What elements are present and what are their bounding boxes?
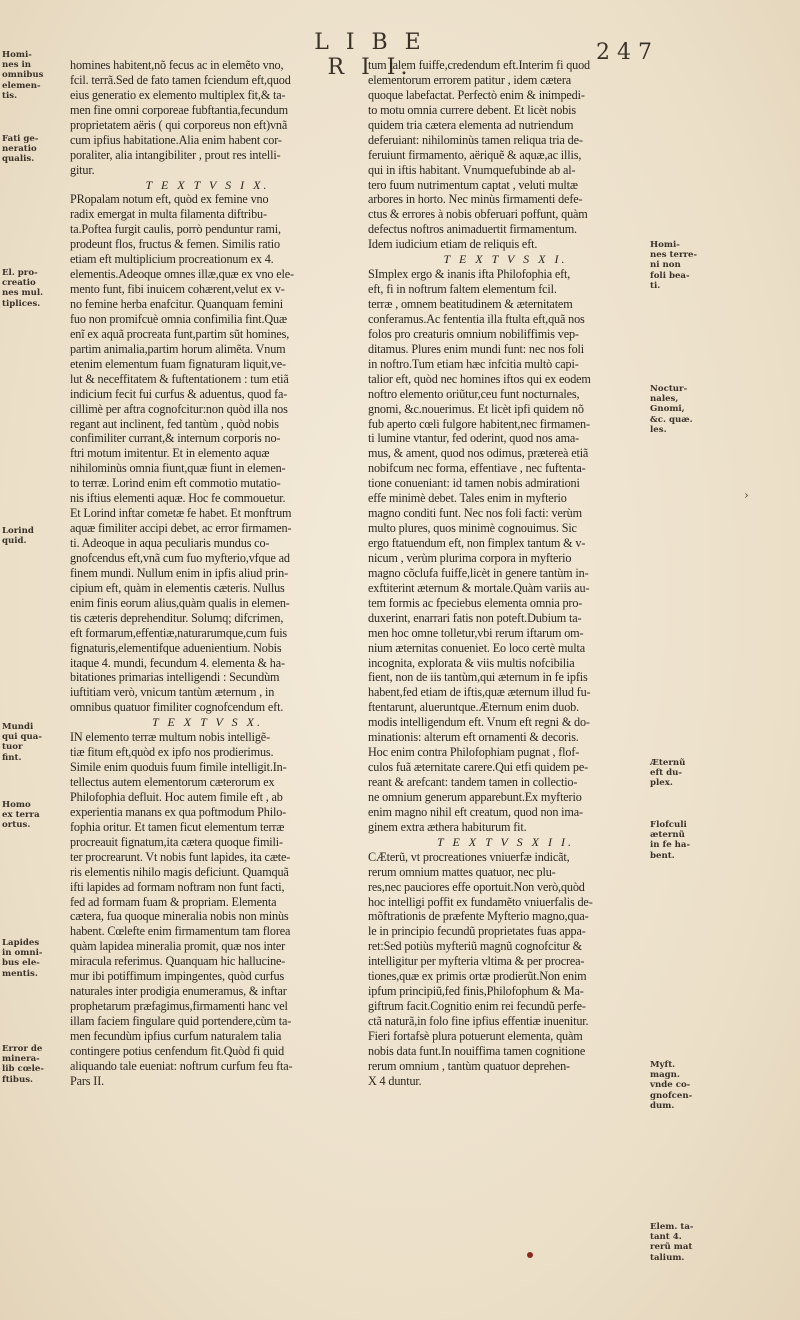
margin-note-line: nes mul.: [2, 288, 44, 299]
margin-note-line: ftibus.: [2, 1074, 34, 1085]
margin-note-line: neratio: [2, 144, 37, 155]
text-line: fuo non promifcuè omnia confimilia fint.Quæ: [70, 311, 287, 326]
text-line: men hoc omne tolletur,vbi rerum iftarum om-: [368, 625, 584, 640]
text-line: le in principio fecundũ proprietates fuas appa-: [368, 924, 586, 939]
margin-note-line: Elem. ta-: [650, 1222, 694, 1232]
margin-note-line: mentis.: [2, 968, 38, 979]
text-line: mõftrationis de præfente Myfterio magno,qua-: [368, 909, 589, 924]
margin-note-lorind: [2, 526, 58, 546]
margin-note-line: Noctur-: [650, 384, 688, 394]
text-line: tiæ fitum eft,quòd ex ipfo nos prodierimus.: [70, 745, 274, 760]
text-line: ipfum principiũ,fed finis,Philofophum & Ma-: [368, 984, 584, 999]
text-line: aquæ fimiliter accipi debet, ac error firmamen-: [70, 521, 292, 536]
text-line: Fieri fortafsè plura potuerunt elementa, quàm: [368, 1028, 583, 1043]
margin-note-line: Mundi: [2, 722, 34, 732]
text-line: tiones,quæ ex primis ortæ prodierũt.Non enim: [368, 969, 587, 984]
text-line: fub aperto cœli fulgore habitent,nec firmamen-: [368, 416, 590, 431]
text-line: ftri motum imitentur. Et in elemento aquæ: [70, 446, 270, 461]
margin-note-line: in omni-: [2, 948, 43, 959]
text-line: men fine omni corporeae fubftantia,fecundum: [70, 102, 288, 117]
text-line: ti. Adeoque in aqua peculiaris mundus co-: [70, 536, 270, 550]
section-heading: T E X T V S X.: [151, 715, 264, 730]
margin-note-line: dum.: [650, 1100, 675, 1111]
text-line: confimiliter currant,& internum corporis no-: [70, 431, 281, 446]
text-line: reant & arefcant: tandem tamen in collectio-: [368, 775, 578, 789]
text-line: gitur.: [70, 162, 95, 177]
margin-note-line: tant 4.: [650, 1232, 682, 1243]
text-line: arbores in horto. Nec minùs firmamenti defe-: [368, 192, 583, 207]
text-line: res,nec pauciores effe oportuit.Non verò,quòd: [368, 879, 585, 894]
text-line: IN elemento terræ multum nobis intelligẽ-: [70, 730, 270, 745]
text-line: duxerint, enarrari fatis non poteft.Dubium ta-: [368, 610, 582, 625]
text-line: finem mundi. Nullum enim in ipfis aliud prin-: [70, 565, 289, 580]
section-heading: T E X T V S I X.: [145, 177, 270, 192]
margin-note-line: Lorind: [2, 526, 34, 536]
text-line: elementis.Adeoque omnes illæ,quæ ex vno ele-: [70, 267, 294, 282]
text-line: minationis: alterum eft ornamenti & decoris.: [368, 730, 579, 745]
margin-note-line: Flofculi: [650, 820, 687, 830]
text-line: habent. Cœlefte enim firmamentum tam florea: [70, 924, 291, 939]
text-line: contingere potius cenfendum fit.Quòd fi quid: [70, 1043, 285, 1058]
text-line: CÆterũ, vt procreationes vniuerfæ indicãt,: [368, 849, 570, 864]
margin-note-homines-non-soli: [650, 240, 706, 291]
margin-note-line: elemen-: [2, 80, 41, 91]
running-head-title: L I B E R I I.: [314, 30, 426, 80]
margin-note-line: eft du-: [650, 768, 682, 779]
text-line: Simile enim quoduis fuum fimile intelligit.In-: [70, 760, 287, 775]
margin-note-line: Gnomi,: [650, 404, 685, 415]
text-line: conferamus.Ac fententia illa ftulta eft,quã nos: [368, 311, 585, 326]
margin-note-line: El. pro-: [2, 268, 38, 278]
text-line: ergo ftatuendum eft, non fimplex tantum & v-: [368, 536, 586, 550]
margin-note-line: bus ele-: [2, 958, 40, 969]
text-line: ne omnium generum apparebunt.Ex myfterio: [368, 789, 582, 804]
text-line: ti lumine vtantur, fed oderint, quod nos ama-: [368, 431, 580, 446]
text-line: gnomi, &c.nouerimus. Et licèt ipfi quidem nõ: [368, 401, 584, 416]
margin-note-line: talium.: [650, 1252, 685, 1263]
text-line: Hoc enim contra Philofophiam pugnat , flof-: [368, 745, 580, 760]
text-line: experientia manans ex qua poftmodum Philo-: [70, 804, 287, 819]
margin-note-line: gnofcen-: [650, 1090, 693, 1101]
text-line: omnibus quatuor fimiliter cognofcendum eft.: [70, 700, 284, 715]
text-line: nobifcum nec forma, effentiave , nec fuftenta-: [368, 461, 586, 476]
text-line: partim animalia,partim horum alimẽta. Vnum: [70, 341, 286, 356]
page-number: 2 4 7: [596, 40, 652, 65]
margin-note-homo: [2, 800, 58, 831]
margin-note-line: tuor: [2, 742, 23, 753]
text-line: habent,fed etiam de iftis,quæ æternum illud fu-: [368, 685, 591, 700]
text-line: culos fuã æternitate carere.Qui etfi quidem pe-: [368, 760, 589, 775]
text-line: fignaturis,elementifque aduenientium. Nobis: [70, 640, 282, 655]
margin-note-line: nales,: [650, 394, 679, 405]
margin-note-line: Homi-: [650, 240, 680, 250]
text-line: effe minimè debet. Tales enim in myfterio: [368, 491, 567, 506]
text-line: ditamus. Plures enim mundi funt: nec nos foli: [368, 341, 584, 356]
margin-note-lapides: [2, 938, 58, 979]
text-line: noftro elemento oriũtur,ceu funt nocturnales,: [368, 386, 580, 401]
margin-note-line: bent.: [650, 850, 675, 861]
text-line: fcil. terrã.Sed de fato tamen fciendum eft,quod: [70, 72, 291, 87]
margin-note-line: Homo: [2, 800, 31, 810]
text-line: quàm lapidea mineralia promit, quæ nos inter: [70, 939, 286, 954]
margin-note-line: creatio: [2, 278, 36, 289]
text-line: prodeunt flos, fructus & femen. Similis ratio: [70, 237, 280, 252]
text-line: tione conueniant: id tamen nobis admirationi: [368, 476, 580, 491]
ink-stain: [527, 1252, 533, 1258]
margin-note-line: plex.: [650, 778, 673, 789]
text-line: in noftro.Tum etiam hæc infcitia multò capi-: [368, 356, 579, 371]
margin-note-line: ni non: [650, 260, 681, 271]
margin-note-line: nes in: [2, 60, 32, 71]
text-line: nicum , verùm plurima corpora in myfterio: [368, 550, 572, 565]
text-line: magno conditi funt. Nec nos foli facti: verùm: [368, 506, 582, 521]
text-line: naturales inter prodigia enumeramus, & inftar: [70, 984, 287, 999]
text-line: feruiunt firmamento, aëriquẽ & aquæ,ac illis,: [368, 147, 582, 162]
margin-note-line: foli bea-: [650, 270, 690, 281]
text-line: enim finis eorum alius,quàm qualis in elemen-: [70, 595, 290, 610]
margin-note-flosculi: [650, 820, 706, 861]
text-line: qui in iftis habitant. Vnumquefubinde ab al-: [368, 162, 576, 177]
text-line: defectus noftros animaduertit firmamentum.: [368, 222, 577, 237]
text-line: cum ipfius habitatione.Alia enim habent cor-: [70, 132, 282, 147]
text-line: folos pro creaturis omnium nobiliffimis vep-: [368, 326, 579, 341]
margin-note-myst: [650, 1060, 706, 1111]
section-heading: T E X T V S X I I.: [436, 834, 574, 849]
margin-note-line: Myft.: [650, 1060, 676, 1070]
margin-note-el-pro: [2, 268, 58, 309]
text-line: Pars II.: [70, 1073, 104, 1088]
text-line: illam faciem fingulare quid portendere,cùm ta-: [70, 1014, 292, 1028]
text-line: fophia oritur. Et tamen ficut elementum terræ: [70, 819, 285, 834]
margin-note-line: Homi-: [2, 50, 32, 60]
text-line: nihilominùs omnia fiunt,quæ fiunt in elemen-: [70, 461, 286, 476]
margin-note-line: qualis.: [2, 154, 35, 165]
text-line: miracula referimus. Quanquam hic hallucine-: [70, 954, 286, 969]
margin-note-line: ti.: [650, 280, 661, 291]
margin-note-aeternum: [650, 758, 706, 789]
text-line: etiam eft multiplicium procreationum ex 4.: [70, 252, 274, 267]
text-line: eft formarum,effentiæ,naturarumque,cum fuis: [70, 625, 288, 640]
margin-note-line: ortus.: [2, 820, 31, 831]
text-line: enim magno nihil eft creatum, quod non ima-: [368, 804, 583, 819]
margin-note-line: les.: [650, 424, 667, 435]
text-line: ta.Poftea furgit caulis, porrò penduntur rami,: [70, 222, 281, 237]
text-line: nis iftius elementi aquæ. Hoc fe commouetur.: [70, 491, 286, 506]
text-line: aliquando tale eueniat: noftrum curfum feu fta-: [70, 1058, 293, 1073]
text-line: itaque 4. mundi, fecundum 4. elementa & ha-: [70, 655, 285, 670]
margin-note-line: Fati ge-: [2, 134, 39, 144]
text-line: ctã naturã,in folo fine ipfius effentiæ inuenitur.: [368, 1014, 589, 1028]
text-line: tero fuum nutrimentum captat , veluti multæ: [368, 177, 578, 192]
margin-note-line: quid.: [2, 536, 27, 547]
text-line: quidem tria cætera elementa ad nutriendum: [368, 117, 574, 132]
margin-note-line: &c. quæ.: [650, 414, 693, 425]
text-line: deferuiant: nihilominùs tamen reliqua tria de-: [368, 132, 583, 147]
text-line: enĩ ex aquã procreata funt,partim sũt homines,: [70, 326, 290, 341]
text-line: intelligitur per myfteria vltima & per procrea-: [368, 954, 585, 969]
margin-note-line: magn.: [650, 1070, 680, 1081]
text-line: tum talem fuiffe,credendum eft.Interim fi quod: [368, 58, 590, 72]
text-line: nium æternitas conueniet. Eo loco certè multa: [368, 640, 585, 655]
text-line: homines habitent,nõ fecus ac in elemẽto vno,: [70, 58, 284, 72]
text-line: quoque labefactat. Perfectò enim & inimpedi-: [368, 87, 585, 102]
section-heading: T E X T V S X I.: [443, 252, 568, 267]
text-line: cipium eft, quàm in elementis cæteris. Nullus: [70, 580, 285, 595]
text-line: mento funt, fibi inuicem cohærent,velut ex v-: [70, 282, 285, 297]
text-line: mur ibi potiffimum impingentes, quòd curfus: [70, 969, 285, 984]
text-line: rerum omnium mattes quatuor, nec plu-: [368, 864, 556, 879]
margin-note-line: tis.: [2, 90, 18, 101]
margin-mark: ›: [744, 488, 749, 502]
text-line: giftrum facit.Cognitio enim rei fecundũ perfe-: [368, 999, 586, 1014]
text-line: rerum omnium , tantùm quatuor deprehen-: [368, 1058, 570, 1073]
margin-note-elementa: [650, 1222, 706, 1263]
text-line: exftiterint æternum & mortale.Quàm variis au-: [368, 580, 590, 595]
margin-note-line: qui qua-: [2, 732, 42, 743]
text-line: tem formis ac fpeciebus elementa omnia pro-: [368, 595, 583, 610]
text-line: procreauit fignatum,ita cætera quoque fimili-: [70, 834, 283, 849]
margin-note-line: rerũ mat: [650, 1242, 693, 1253]
text-line: ctus & errores à nobis obferuari poffunt, quàm: [368, 207, 588, 222]
text-line: eius generatio ex elemento multiplex fit,& ta-: [70, 87, 286, 102]
text-line: eft, fi in noftrum faltem elementum fcil.: [368, 282, 557, 297]
text-line: fed ad formam fuam & propriam. Elementa: [70, 894, 277, 909]
text-line: ter procrearunt. Vt nobis funt lapides, ita cæte-: [70, 849, 291, 864]
text-line: lut & neceffitatem & fuftentationem : tum etiã: [70, 371, 289, 386]
margin-note-line: ex terra: [2, 810, 40, 821]
text-line: ret:Sed potiùs myfteriũ magnũ cognofcitur &: [368, 939, 582, 954]
margin-note-error: [2, 1044, 58, 1085]
text-line: ris elementis nihilo magis deficiunt. Quamquã: [70, 864, 289, 879]
text-line: ifti lapides ad formam noftram non funt facti,: [70, 879, 285, 894]
margin-note-line: nes terre-: [650, 250, 698, 261]
text-line: cætera, fua quoque mineralia nobis non minùs: [70, 909, 289, 924]
margin-note-line: Error de: [2, 1044, 43, 1054]
text-line: X 4 duntur.: [368, 1073, 422, 1088]
text-line: to terræ. Lorind enim eft commotio mutatio-: [70, 476, 281, 491]
margin-note-nocturnales: [650, 384, 706, 435]
margin-note-line: vnde co-: [650, 1080, 691, 1091]
margin-note-line: fint.: [2, 752, 22, 763]
text-line: cillimè per aftra cognofcitur:non quòd illa nos: [70, 401, 288, 416]
margin-note-mundi: [2, 722, 58, 763]
text-line: modis intelligendum eft. Vnum eft regni & do-: [368, 715, 590, 730]
margin-note-line: omnibus: [2, 70, 44, 81]
text-line: mus, & ament, quod nos odimus, prætereà etiã: [368, 446, 589, 461]
text-line: terræ , omnem beatitudinem & æternitatem: [368, 297, 573, 311]
right-text-column: [368, 58, 643, 1089]
text-line: regant aut inclinent, fed tantùm , quòd nobis: [70, 416, 279, 431]
margin-note-fati: [2, 134, 58, 165]
text-line: incognita, explorata & viis multis nofcibilia: [368, 655, 575, 670]
text-line: tellectus autem elementorum cæterorum ex: [70, 775, 275, 789]
text-line: tis cæteris deprehenditur. Solumq; difcrimen,: [70, 610, 284, 625]
margin-note-line: Lapides: [2, 938, 40, 948]
margin-note-line: in fe ha-: [650, 840, 691, 851]
text-line: Philofophia defluit. Hoc autem fimile eft , ab: [70, 789, 283, 804]
text-line: multo plures, quos minimè cognouimus. Sic: [368, 521, 577, 536]
margin-note-line: æternũ: [650, 830, 685, 841]
left-text-column: [70, 58, 345, 1089]
text-line: hoc intelligi poffit ex fundamẽto vniuerfalis de-: [368, 894, 593, 909]
text-line: talior eft, quòd nec homines iftos qui ex eodem: [368, 371, 591, 386]
text-line: PRopalam notum eft, quòd ex femine vno: [70, 192, 269, 207]
text-line: ftentarunt, alueruntque.Æternum enim duob.: [368, 700, 579, 715]
text-line: ginem extra æthera habiturum fit.: [368, 819, 527, 834]
text-line: elementorum errorem patitur , idem cætera: [368, 72, 571, 87]
text-line: Idem iudicium etiam de reliquis eft.: [368, 237, 538, 252]
text-line: proprietatem aëris ( qui corporeus non eft)vnã: [70, 117, 288, 132]
text-line: fient, non de iis tantùm,qui æternum in fe ipfis: [368, 670, 588, 685]
text-line: poraliter, alia intangibiliter , prout res intelli-: [70, 147, 281, 162]
text-line: indicium fecit fui curfus & aduentus, quod fa-: [70, 386, 288, 401]
text-line: no femine herba enafcitur. Quanquam femini: [70, 297, 283, 311]
text-line: iuftitiam verò, vnicum tantùm æternum , in: [70, 685, 275, 700]
text-line: SImplex ergo & inanis ifta Philofophia eft,: [368, 267, 571, 282]
text-line: bitationes primarias intelligendi : Secundùm: [70, 670, 280, 685]
text-line: magno cõclufa fuiffe,licèt in genere tantùm in-: [368, 565, 589, 580]
margin-note-line: minera-: [2, 1054, 40, 1065]
text-line: gnofcendus eft,vnã cum fuo myfterio,vfque ad: [70, 550, 290, 565]
text-line: Et Lorind inftar cometæ fe habet. Et monftrum: [70, 506, 292, 521]
text-line: to motu omnia currere debent. Et licèt nobis: [368, 102, 576, 117]
text-line: prophetarum præfagimus,firmamenti hanc vel: [70, 999, 288, 1014]
text-line: nobis data funt.In nouiffima tamen cognitione: [368, 1043, 586, 1058]
margin-note-homines: [2, 50, 58, 101]
text-line: radix emergat in multa filamenta diftribu-: [70, 207, 267, 222]
margin-note-line: lib cœle-: [2, 1064, 44, 1075]
margin-note-line: tiplices.: [2, 298, 41, 309]
text-line: etenim elementum fuam fignaturam liquit,ve-: [70, 356, 286, 371]
margin-note-line: Æternũ: [650, 758, 686, 768]
text-line: men fecundùm ipfius curfum naturalem talia: [70, 1028, 282, 1043]
